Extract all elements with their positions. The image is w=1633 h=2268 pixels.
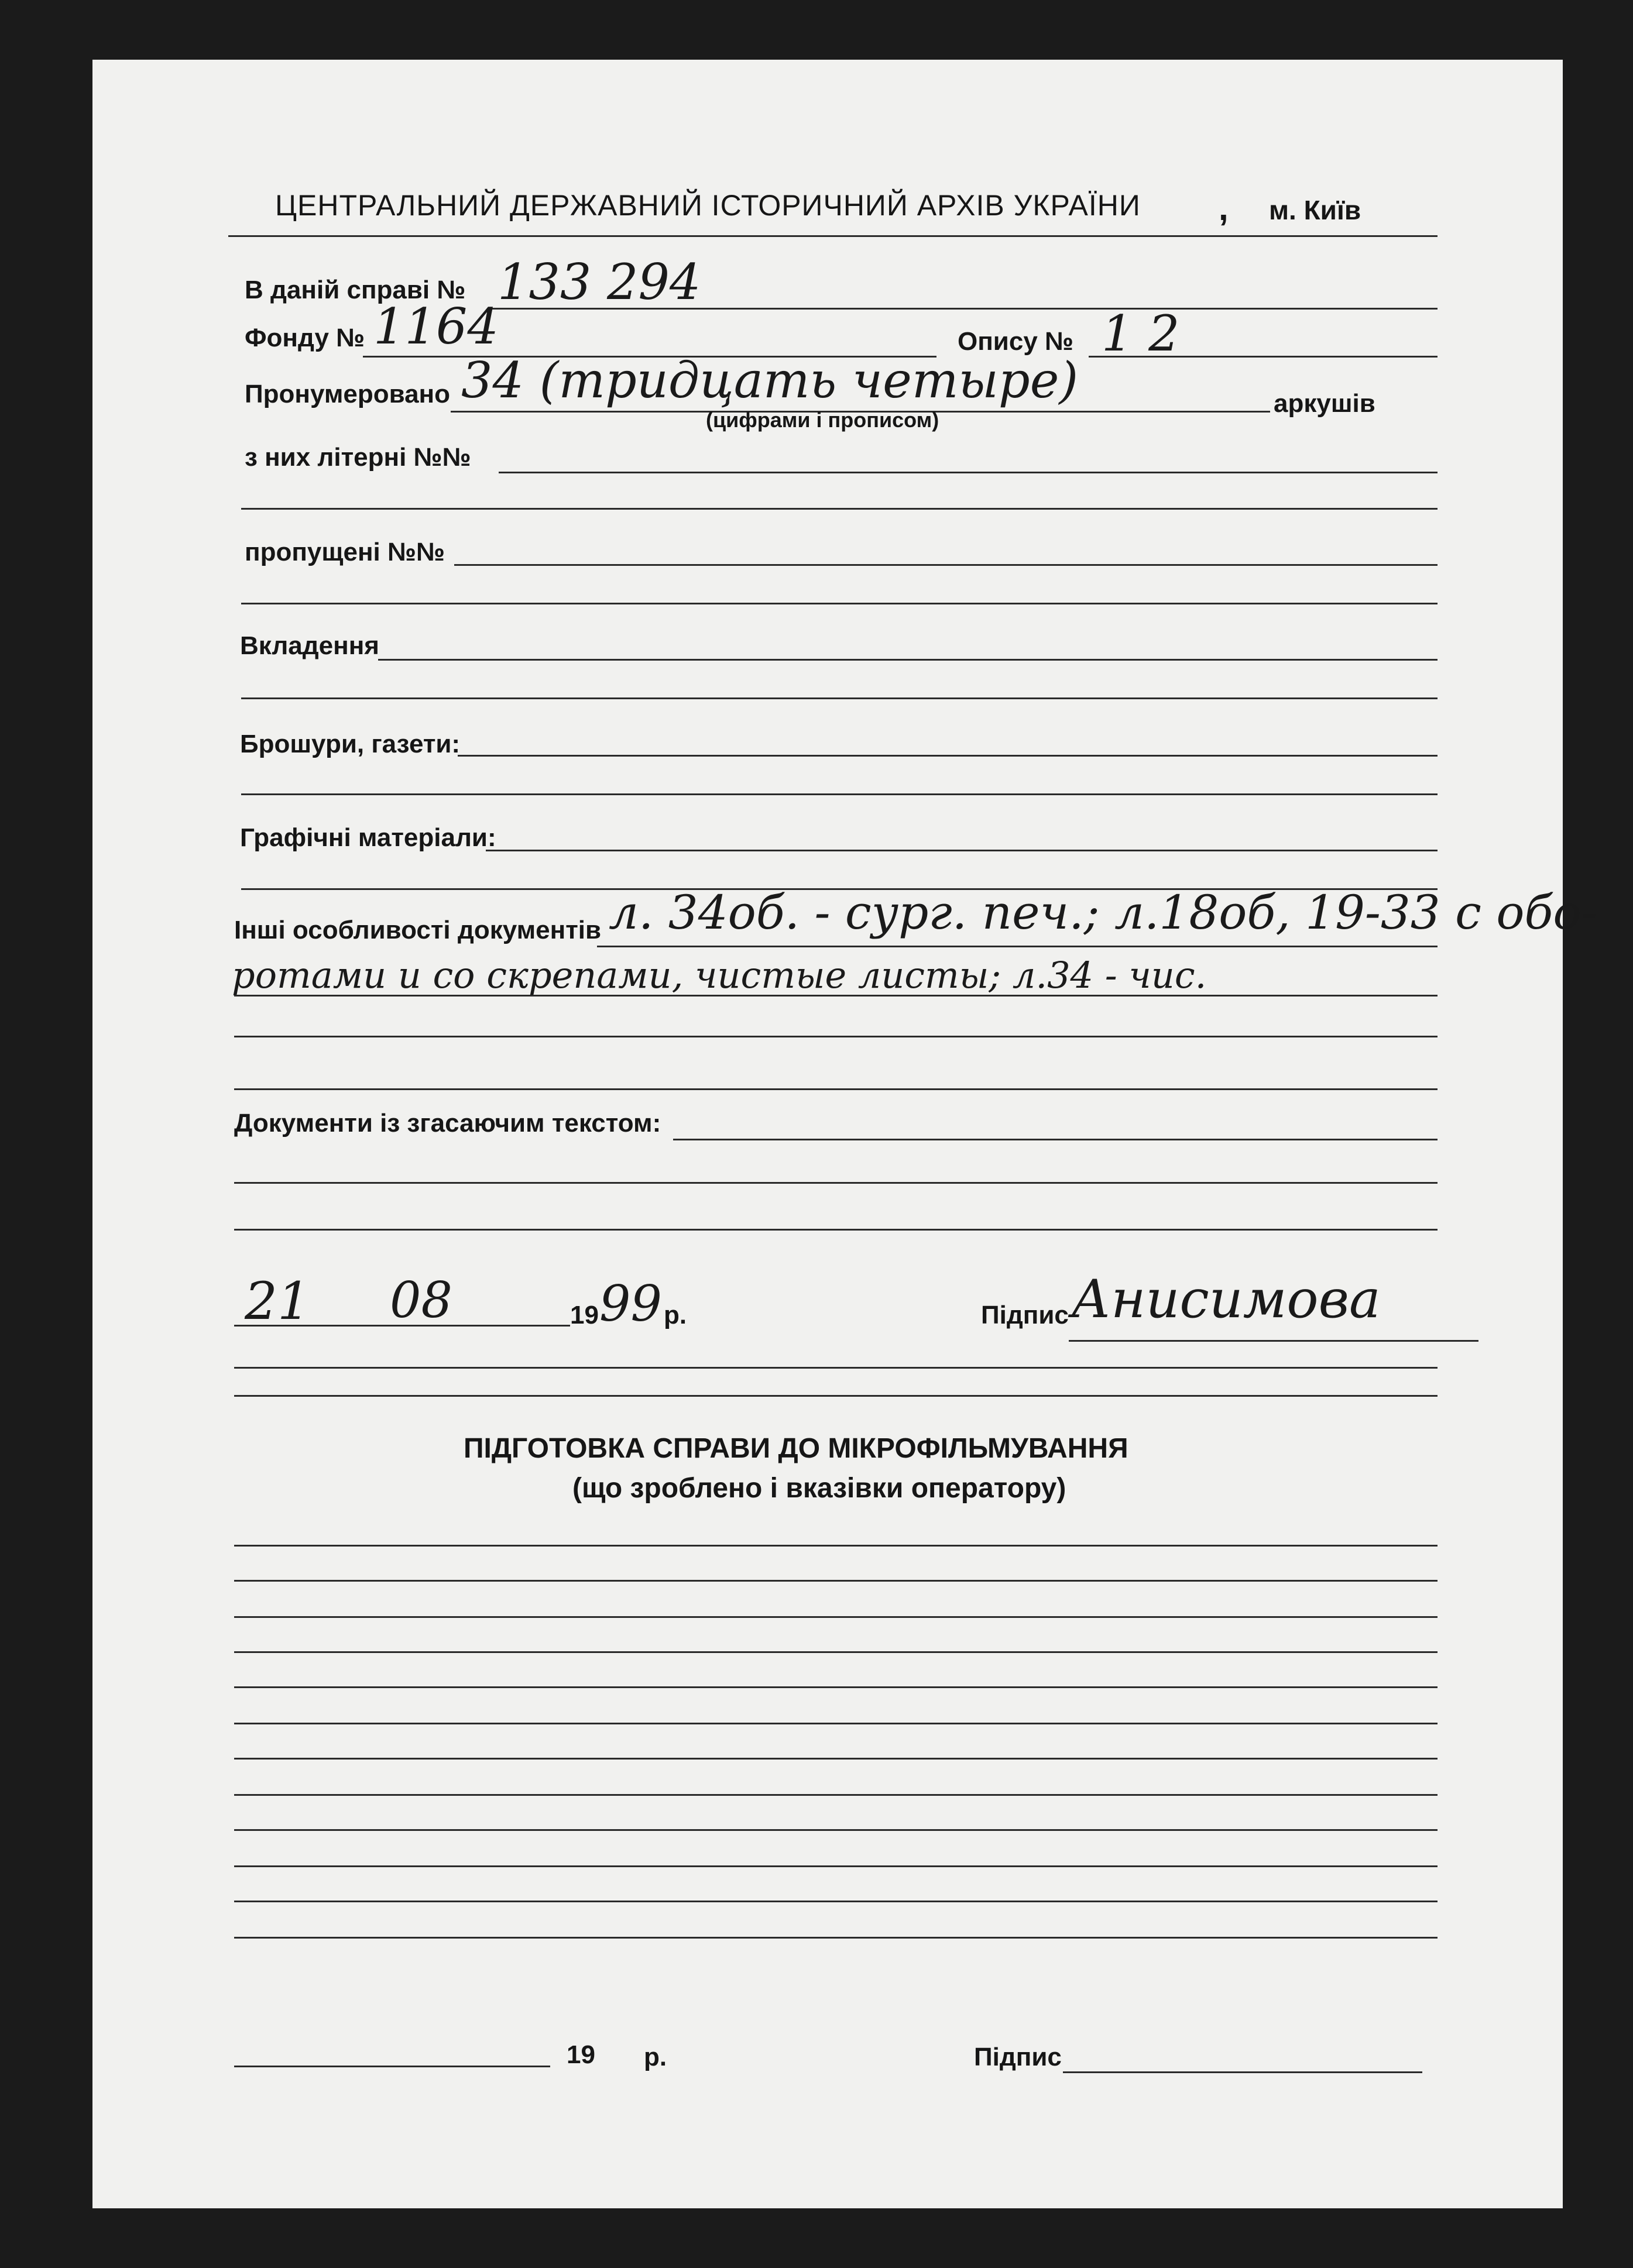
lettered-line-1 bbox=[499, 472, 1438, 473]
archive-title: ЦЕНТРАЛЬНИЙ ДЕРЖАВНИЙ ІСТОРИЧНИЙ АРХІВ УКРАЇНИ bbox=[275, 189, 1141, 222]
opys-value: 1 2 bbox=[1102, 305, 1180, 362]
date-day: 21 bbox=[245, 1271, 310, 1331]
bottom-signature-line bbox=[1063, 2071, 1422, 2073]
inserts-line-2 bbox=[241, 697, 1438, 699]
inserts-label: Вкладення bbox=[240, 631, 379, 660]
microfilm-subtitle: (що зроблено і вказівки оператору) bbox=[572, 1473, 1066, 1504]
graphic-label: Графічні матеріали: bbox=[240, 823, 496, 852]
lettered-label: з них літерні №№ bbox=[245, 443, 471, 472]
numbered-suffix: аркушів bbox=[1274, 389, 1375, 418]
fond-value: 1164 bbox=[373, 298, 499, 355]
microfilm-line-4 bbox=[234, 1651, 1438, 1653]
bottom-signature-label: Підпис bbox=[974, 2043, 1062, 2071]
section-divider-1 bbox=[234, 1367, 1438, 1369]
opys-line bbox=[1089, 356, 1438, 358]
date-r: р. bbox=[664, 1301, 687, 1329]
fading-line-3 bbox=[234, 1229, 1438, 1231]
graphic-line-1 bbox=[486, 850, 1438, 851]
signature-value: Анисимова bbox=[1071, 1269, 1381, 1330]
city: м. Київ bbox=[1269, 195, 1361, 225]
opys-label: Опису № bbox=[958, 327, 1074, 356]
other-value-1: л. 34об. - сург. печ.; л.18об, 19-33 с обо- bbox=[609, 885, 1597, 940]
date-year-suffix: 99 bbox=[599, 1275, 662, 1332]
skipped-line-2 bbox=[241, 603, 1438, 604]
other-line-2 bbox=[234, 995, 1438, 996]
fond-label: Фонду № bbox=[245, 324, 365, 352]
bottom-year-prefix: 19 bbox=[567, 2040, 595, 2069]
signature-label: Підпис bbox=[981, 1301, 1069, 1329]
case-line bbox=[492, 308, 1438, 310]
microfilm-line-7 bbox=[234, 1758, 1438, 1760]
skipped-label: пропущені №№ bbox=[245, 538, 445, 566]
brochures-line-2 bbox=[241, 793, 1438, 795]
fading-label: Документи із згасаючим текстом: bbox=[234, 1109, 661, 1138]
fading-line-2 bbox=[234, 1182, 1438, 1184]
microfilm-line-1 bbox=[234, 1545, 1438, 1547]
microfilm-line-12 bbox=[234, 1937, 1438, 1939]
header-rule bbox=[228, 235, 1438, 237]
date-line bbox=[234, 1325, 570, 1327]
microfilm-line-8 bbox=[234, 1794, 1438, 1796]
brochures-label: Брошури, газети: bbox=[240, 730, 461, 758]
other-value-2: ротами и со скрепами, чистые листы; л.34 - чис. bbox=[232, 954, 1207, 996]
brochures-line-1 bbox=[458, 755, 1438, 757]
bottom-date-line bbox=[234, 2066, 550, 2067]
header-comma: , bbox=[1219, 188, 1229, 228]
microfilm-line-2 bbox=[234, 1580, 1438, 1582]
microfilm-title: ПІДГОТОВКА СПРАВИ ДО МІКРОФІЛЬМУВАННЯ bbox=[464, 1433, 1128, 1464]
case-label: В даній справі № bbox=[245, 276, 466, 304]
other-line-1 bbox=[597, 946, 1438, 947]
date-year-prefix: 19 bbox=[570, 1301, 599, 1329]
fading-line-1 bbox=[673, 1139, 1438, 1140]
other-label: Інші особливості документів bbox=[234, 916, 602, 944]
signature-line bbox=[1069, 1340, 1478, 1342]
microfilm-line-10 bbox=[234, 1865, 1438, 1867]
skipped-line-1 bbox=[454, 564, 1438, 566]
microfilm-line-6 bbox=[234, 1723, 1438, 1724]
date-month: 08 bbox=[390, 1272, 452, 1329]
microfilm-line-3 bbox=[234, 1616, 1438, 1618]
inserts-line-1 bbox=[378, 659, 1438, 661]
numbered-hint: (цифрами і прописом) bbox=[706, 408, 939, 432]
microfilm-line-9 bbox=[234, 1829, 1438, 1831]
numbered-value: 34 (тридцать четыре) bbox=[461, 352, 1079, 409]
lettered-line-2 bbox=[241, 508, 1438, 510]
numbered-label: Пронумеровано bbox=[245, 380, 451, 408]
microfilm-line-11 bbox=[234, 1901, 1438, 1902]
section-divider-2 bbox=[234, 1395, 1438, 1397]
other-line-3 bbox=[234, 1036, 1438, 1037]
case-value: 133 294 bbox=[498, 253, 701, 311]
microfilm-line-5 bbox=[234, 1686, 1438, 1688]
other-line-4 bbox=[234, 1088, 1438, 1090]
bottom-r: р. bbox=[644, 2043, 667, 2071]
